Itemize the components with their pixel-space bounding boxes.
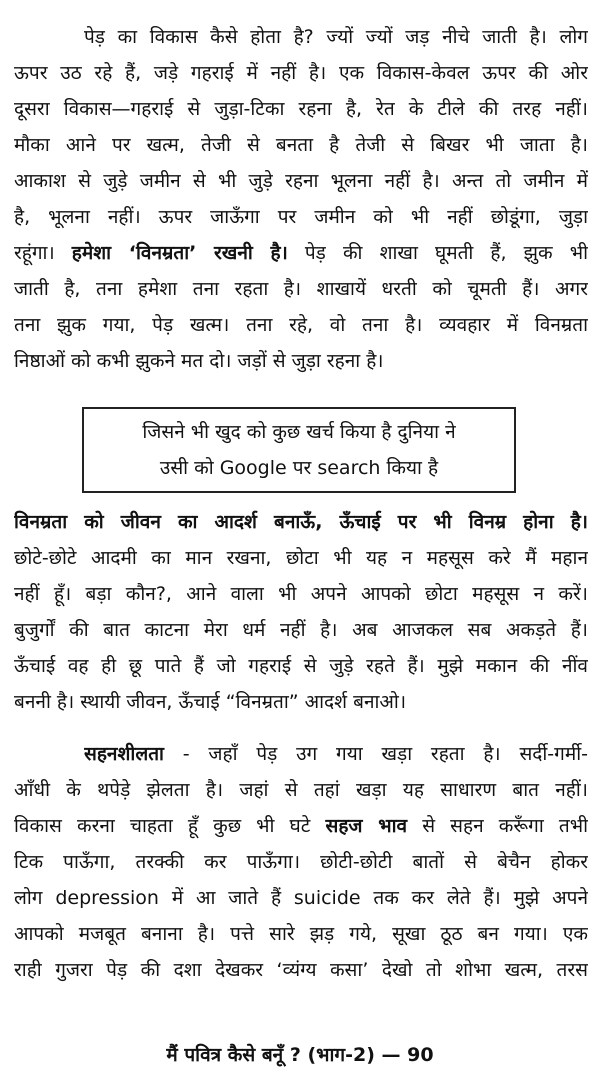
line-text: पेड़ की शाखा घूमती हैं, झुक भी <box>304 242 588 264</box>
bold-phrase: सहज भाव <box>325 815 408 837</box>
quote-line-1: जिसने भी खुद को कुछ खर्च किया है दुनिया ने <box>142 421 456 443</box>
paragraph-1-line-3: दूसरा विकास—गहराई से जुड़ा-टिका रहना है, रेत के टीले की तरह नहीं। <box>14 98 588 120</box>
quote-line-2: उसी को Google पर search किया है <box>159 457 439 479</box>
quote-box <box>82 407 516 493</box>
paragraph-3-line-2: आँधी के थपेड़े झेलता है। जहां से तहां खड़ा यह साधारण बात नहीं। <box>14 779 588 801</box>
paragraph-1-line-9: तना झुक गया, पेड़ खत्म। तना रहे, वो तना है। व्यवहार में विनम्रता <box>14 314 588 336</box>
line-text: - जहाँ पेड़ उग गया खड़ा रहता है। सर्दी-गर्मी- <box>163 743 588 765</box>
paragraph-3-line-7: राही गुजरा पेड़ की दशा देखकर ‘व्यंग्य कसा’ देखो तो शोभा खत्म, तरस <box>14 959 588 981</box>
line-text: रहूंगा। <box>14 242 55 264</box>
bold-phrase: सहनशीलता <box>84 743 164 765</box>
line-text: से सहन करूँगा तभी <box>407 815 588 837</box>
paragraph-2-line-1: छोटे-छोटे आदमी का मान रखना, छोटा भी यह न महसूस करे मैं महान <box>14 547 588 569</box>
paragraph-1-line-5: आकाश से जुड़े जमीन से भी जुड़े रहना भूलना नहीं है। अन्त तो जमीन में <box>14 170 588 192</box>
paragraph-2-line-5: बननी है। स्थायी जीवन, ऊँचाई “विनम्रता” आदर्श बनाओ। <box>14 691 407 713</box>
paragraph-3-line-6: आपको मजबूत बनाना है। पत्ते सारे झड़ गये, सूखा ठूठ बन गया। एक <box>14 923 588 945</box>
paragraph-1-line-10: निष्ठाओं को कभी झुकने मत दो। जड़ों से जुड़ा रहना है। <box>14 350 384 372</box>
paragraph-1-line-2: ऊपर उठ रहे हैं, जड़े गहराई में नहीं है। एक विकास-केवल ऊपर की ओर <box>14 62 588 84</box>
paragraph-3-line-1 <box>84 737 588 772</box>
paragraph-2-line-2: नहीं हूँ। बड़ा कौन?, आने वाला भी अपने आपको छोटा महसूस न करें। <box>14 583 588 605</box>
line-text: विकास करना चाहता हूँ कुछ भी घटे <box>14 815 326 837</box>
paragraph-1-line-7 <box>14 236 588 271</box>
paragraph-1-line-1: पेड़ का विकास कैसे होता है? ज्यों ज्यों जड़ नीचे जाती है। लोग <box>84 26 588 48</box>
paragraph-2-line-4: ऊँचाई वह ही छू पाते हैं जो गहराई से जुड़े रहते हैं। मुझे मकान की नींव <box>14 655 588 677</box>
paragraph-1-line-4: मौका आने पर खत्म, तेजी से बनता है तेजी से बिखर भी जाता है। <box>14 134 588 156</box>
paragraph-3-line-3 <box>14 809 588 844</box>
bold-phrase: हमेशा ‘विनम्रता’ रखनी है। <box>71 242 288 264</box>
paragraph-1-line-6: है, भूलना नहीं। ऊपर जाऊँगा पर जमीन को भी नहीं छोडूंगा, जुड़ा <box>14 206 588 228</box>
paragraph-3-line-5: लोग depression में आ जाते हैं suicide तक कर लेते हैं। मुझे अपने <box>14 887 588 909</box>
paragraph-1-line-8: जाती है, तना हमेशा तना रहता है। शाखायें धरती को चूमती हैं। अगर <box>14 278 588 300</box>
paragraph-3-line-4: टिक पाऊँगा, तरक्की कर पाऊँगा। छोटी-छोटी बातों से बेचैन होकर <box>14 851 588 873</box>
page-footer: मैं पवित्र कैसे बनूँ ? (भाग-2) — 90 <box>166 1044 434 1066</box>
paragraph-2-line-3: बुजुर्गों की बात काटना मेरा धर्म नहीं है। अब आजकल सब अकड़ते हैं। <box>14 619 588 641</box>
paragraph-2-heading: विनम्रता को जीवन का आदर्श बनाऊँ, ऊँचाई पर भी विनम्र होना है। <box>14 511 588 533</box>
